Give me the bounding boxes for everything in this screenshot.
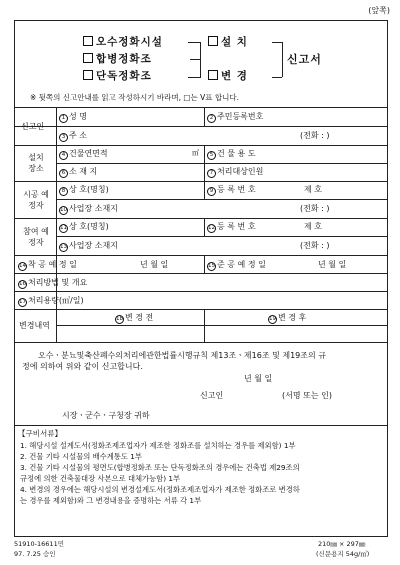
participant-section-label: 참여 예정자 [23, 227, 49, 248]
checkbox-icon[interactable] [83, 53, 93, 63]
option-combined-septic[interactable]: 합병정화조 [83, 53, 152, 65]
builder-address-field[interactable] [130, 201, 260, 217]
document-item: 3. 건물 기타 시설물의 평면도(합병정화조 또는 단독정화조의 경우에는 건축법 제29조의 [20, 463, 300, 472]
applicant-name-label: 1 성 명 [59, 113, 87, 123]
participant-trade-label: 11 상 호(명칭) [60, 222, 109, 231]
document-item: 규정에 의한 건축물대장 사본으로 대체가능함) 1부 [20, 474, 181, 483]
checkbox-icon[interactable] [208, 70, 218, 80]
declaration-text-line1: 오수ㆍ분뇨및축산폐수의처리에관한법률시행규칙 제13조ㆍ제16조 및 제19조의 규 [38, 351, 327, 360]
paper-size: 210㎜ × 297㎜ [318, 540, 366, 548]
page-side-note: (앞쪽) [368, 6, 390, 15]
documents-title: 【구비서류】 [18, 429, 62, 438]
declaration-date[interactable]: 년 월 일 [244, 374, 273, 383]
form-code: 51910-16611민 [14, 540, 64, 548]
building-use-field[interactable] [270, 146, 382, 162]
signature-label[interactable]: (서명 또는 인) [282, 391, 332, 400]
applicant-name-field[interactable] [130, 109, 202, 125]
change-after-field[interactable] [206, 327, 384, 341]
end-date-label: 15 준 공 예 정 일 [208, 260, 266, 269]
checkbox-icon[interactable] [208, 36, 218, 46]
treatment-method-field[interactable] [100, 275, 380, 290]
participant-address-field[interactable] [130, 238, 260, 254]
location-address-field[interactable] [130, 164, 202, 180]
start-date-field[interactable]: 년 월 일 [140, 260, 169, 269]
declaration-text-line2: 정에 의하여 위와 같이 신고합니다. [22, 362, 143, 371]
builder-reg-label: 9 등 록 번 호 [207, 186, 256, 196]
builder-phone-label: (전화 : ) [300, 204, 330, 213]
builder-reg-number[interactable]: 제 호 [304, 185, 322, 194]
form-title: 신고서 [287, 53, 322, 66]
document-item: 1. 해당시설 설계도서(정화조제조업자가 제조한 정화조를 설치하는 경우를 제외함) 1부 [20, 441, 296, 450]
applicant-phone-label: (전화 : ) [300, 131, 330, 140]
document-item: 2. 건물 기타 시설물의 배수계통도 1부 [20, 452, 142, 461]
applicant-id-label: 2 주민등록번호 [207, 113, 263, 123]
participant-address-label: 13 사업장 소재지 [60, 241, 118, 250]
area-unit: ㎡ [192, 149, 199, 157]
builder-trade-field[interactable] [130, 182, 202, 198]
building-use-label: 5 건 물 용 도 [207, 150, 256, 160]
start-date-label: 14 착 공 예 정 일 [19, 260, 77, 269]
applicant-section-label: 신고인 [21, 122, 45, 131]
applicant-address-field[interactable] [130, 128, 260, 144]
target-persons-field[interactable] [270, 164, 382, 180]
target-persons-label: 7 처리대상인원 [207, 168, 263, 178]
participant-reg-label: 12 등 록 번 호 [208, 222, 256, 231]
change-section-label: 변경내역 [19, 321, 50, 330]
paper-type: (신문용지 54g/㎡) [316, 550, 370, 558]
change-before-label: 18 변 경 전 [116, 313, 154, 322]
location-address-label: 6 소 재 지 [59, 168, 97, 178]
location-section-label: 설치 장소 [28, 153, 44, 174]
participant-reg-number[interactable]: 제 호 [304, 222, 322, 231]
option-change[interactable]: 변 경 [208, 70, 248, 82]
participant-trade-field[interactable] [130, 219, 202, 235]
end-date-field[interactable]: 년 월 일 [318, 260, 347, 269]
building-area-field[interactable] [130, 146, 190, 162]
document-item: 는 경우를 제외함)와 그 변경내용을 증명하는 서류 각 1부 [20, 496, 202, 505]
builder-trade-label: 8 상 호(명칭) [59, 186, 109, 196]
checkbox-icon[interactable] [83, 70, 93, 80]
builder-address-label: 10 사업장 소재지 [60, 204, 118, 213]
checkbox-icon[interactable] [83, 36, 93, 46]
recipient-label: 시장ㆍ군수ㆍ구청장 귀하 [62, 411, 150, 420]
capacity-label: 17 처리용량(㎥/일) [19, 296, 84, 305]
change-after-label: 19 변 경 후 [269, 313, 307, 322]
option-sewage-facility[interactable]: 오수정화시설 [83, 36, 163, 48]
treatment-method-label: 16 처리방법 및 개요 [19, 278, 88, 287]
builder-section-label: 시공 예정자 [23, 190, 49, 211]
applicant-address-label: 3 주 소 [59, 132, 87, 142]
applicant-id-field[interactable] [270, 109, 382, 125]
option-install[interactable]: 설 치 [208, 36, 248, 48]
building-area-label: 4 건물연면적 [59, 150, 108, 160]
participant-phone-label: (전화 : ) [300, 241, 330, 250]
capacity-field[interactable] [100, 293, 380, 308]
document-item: 4. 변경의 경우에는 해당시설의 변경설계도서(정화조제조업자가 제조한 정화조로 변경하 [20, 485, 300, 494]
option-single-septic[interactable]: 단독정화조 [83, 70, 152, 82]
reporter-label: 신고인 [200, 391, 224, 400]
change-before-field[interactable] [58, 327, 202, 341]
approval-date: 97. 7.25 승인 [14, 550, 56, 558]
instruction-text: ※ 뒷쪽의 신고안내를 읽고 작성하시기 바라며, □는 V표 합니다. [30, 93, 239, 102]
